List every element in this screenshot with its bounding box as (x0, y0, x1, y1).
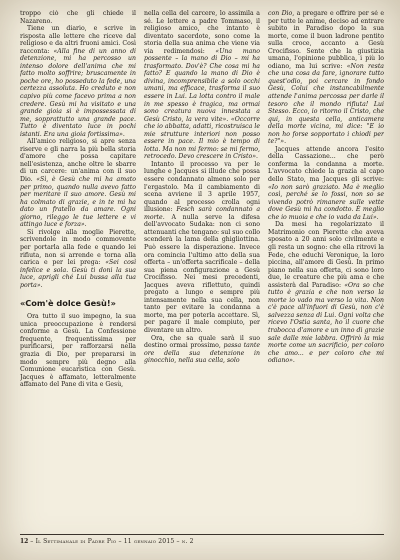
magazine-title: – Il Settimanale di Padre Pio – 11 gennaio 2015 – n. 2 (30, 538, 194, 545)
quote-text: «Sì, è Gesù che mi ha amato per primo, quando nulla avevo fatto per meritare il suo amore. Gesù mi ha colmato di grazie, e in te mi ha dato un fratello da amare. Ogni giorno, rileggo le tue lettere e vi attingo luce e forza». (20, 176, 136, 229)
body-text: Intanto il processo va per le lunghe e Jacques si illude che possa essere condannato almeno solo per l'ergastolo. Ma il cambiamento di scena avviene il 3 aprile 1957, quando al processo crolla ogni illusione: (144, 160, 260, 214)
section-heading: «Com'è dolce Gesù!» (20, 298, 116, 309)
paragraph (268, 146, 384, 221)
page-number: 12 (20, 538, 29, 545)
quote-text: «Ora so che tutto è grazia e che non verso la morte io vado ma verso la vita. Non c'è pace all'infuori di Gesù, non c'è salvezza senza di Lui. Ogni volta che ricevo l'Ostia santa, ho il cuore che trabocca d'amore e un inno di grazie sale dalle mie labbra. Offrirò la mia morte come un sacrificio, per coloro che amo... e per coloro che mi odiano». (268, 281, 384, 365)
column-1 (20, 10, 136, 530)
paragraph (268, 221, 384, 364)
body-text: nella cella del carcere, lo assimila a sé. Le lettere a padre Tommaso, il religioso amico, che intanto è diventato sacerdote, sono come la storia della sua anima che viene via via redimendosi: (144, 10, 260, 55)
quote-text: con Dio (268, 10, 293, 17)
body-text: Jacques attende ancora l'esito della Cassazione... che però conferma la condanna a morte. L'avvocato chiede la grazia al capo dello Stato, ma Jacques gli scrive: (268, 145, 384, 184)
paragraph (20, 25, 136, 138)
body-text: Si rivolge alla moglie Pierette, scrivendole in modo commovente per portarla alla fede e quando lei rifiuta, non si arrende e torna alla carica e per lei prega: (20, 228, 136, 267)
paragraph (268, 10, 384, 146)
body-text: All'amico religioso, si apre senza riserve e gli narra la più bella storia d'amore che possa capitare nell'esistenza, anche oltre le sbarre di un carcere: un'anima con il suo Dio. (20, 138, 136, 184)
paragraph (20, 229, 136, 289)
quote-text: «Alla fine di un anno di detenzione, mi ha percosso un intenso dolore dell'anima che mi fatto molto soffrire; bruscamente in poche ore, ho posseduto la fede, una certezza assoluta. Ho creduto e non capivo più come facevo prima a non credere. Gesù mi ha visitato e una grande gioia si è impossessata di me, sopprattutto una grande pace. Tutto è diventato luce in pochi istanti. Era una gioia fortissima». (20, 47, 136, 138)
paragraph (20, 313, 136, 388)
column-3 (268, 10, 384, 530)
article-columns (20, 10, 384, 530)
quote-text: «Io non sarò graziato. Ma è meglio così, perché se lo fossi, non so se vivendo potrò rimanere sulle vette dove Gesù mi ha condotto. È meglio che io muoia e che io vada da Lui». (268, 183, 384, 221)
quote-text: «Sei così infelice e sola. Gesù ti doni la sua luce, aprigli ché Lui bussa alla tua porta». (20, 259, 136, 289)
body-text: troppo ciò che gli chiede il Nazareno. (20, 10, 136, 25)
paragraph (144, 335, 260, 365)
body-text: , a pregare e offrire per sé e per tutte le anime, deciso ad entrare subito in Paradiso dopo la sua morte, come il buon ladrone pentito sulla croce, accanto a Gesù Crocifisso. Sente che la giustizia umana, l'opinione pubblica, i più lo odiano, ma lui scrive: (268, 10, 384, 70)
paragraph (144, 161, 260, 335)
quote-text: passa tante ore della sua detenzione in ginocchio, nella sua cella, solo (144, 342, 260, 365)
paragraph (20, 10, 136, 25)
body-text: A nulla serve la difesa dell'avvocato Sudaka: non ci sono attenuanti che tengano: sul suo collo scenderà la lama della ghigliottina. Può essere la disperazione. Invece ora comincia l'ultimo atto della sua offerta – un'offerta sacrificale – della sua piena configurazione a Gesù Crocifisso. Nei mesi precedenti, Jacques aveva riflettuto, quindi pregato a lungo e sempre più intensamente nella sua cella, non tanto per evitare la condanna a morte, ma per poterla accettare. Sì, per pagare il male compiuto, per diventare un altro. (144, 213, 260, 334)
body-text: Ora tutto il suo impegno, la sua unica preoccupazione è rendersi conforme a Gesù. La Confessione frequente, frequentissima per purificarsi, per rafforzarsi nella grazia di Dio, per prepararsi in modo sempre più degno alla Comunione eucaristica con Gesù. Jacques è affamato, letteralmente affamato del Pane di vita e Gesù, (20, 313, 136, 389)
column-2 (144, 10, 260, 530)
quote-text: Fesch sarà condannato a morte. (144, 206, 260, 221)
body-text: Ora, che sa quale sarà il suo destino ormai prossimo, (144, 334, 260, 350)
quote-text: «Non resta che una cosa da fare, ignorare tutto quest'odio, poi cercare in fondo Gesù, Colui che instancabilmente attende l'anima percossa per darle il tesoro che il mondo rifiuta! Lui Stesso. Ecco, io ritorno il Cristo, che qui, in questa cella, anticamera della morte vicina, mi dice: "E io non ho forse sopportato i chiodi per te?"». (268, 62, 384, 146)
paragraph (144, 10, 260, 161)
body-text: Da mesi ha regolarizzato il Matrimonio con Pierette che aveva sposato a 20 anni solo civilmente e gli resta un sogno: che ella ritrovi la Fede, che educhi Veronique, la loro piccina, all'amore di Gesù. In primo piano nella sua offerta, ci sono loro due, le creature che più ama e che assisterà dal Paradiso: (268, 221, 384, 289)
page-footer (20, 534, 384, 545)
body-text: Tiene un diario, e scrive in risposta alle lettere che riceve dal religioso e da altri fruoni amici. Così racconta: (20, 25, 136, 55)
quote-text: «Una mano possente – la mano di Dio – mi ha trasformato. Dov'è? Che cosa mi ha fatto? E quando la mano di Dio è divina, incomprensibile a solo occhi umani, ma efficace, trasforma il suo essere in Lui. La lotta contro il male in me spesso è tragica, ma ormai sono creatura nuova innestata a Gesù Cristo, la vera vite». «Occorre che io abbatta, adatti, ricostruisca le mie strutture interiori non posso essere in pace. Il mio è tempo di lotta. Ma non mi fermo: se mi fermo, retrocedo. Devo crescere in Cristo». (144, 47, 260, 161)
paragraph (20, 138, 136, 229)
